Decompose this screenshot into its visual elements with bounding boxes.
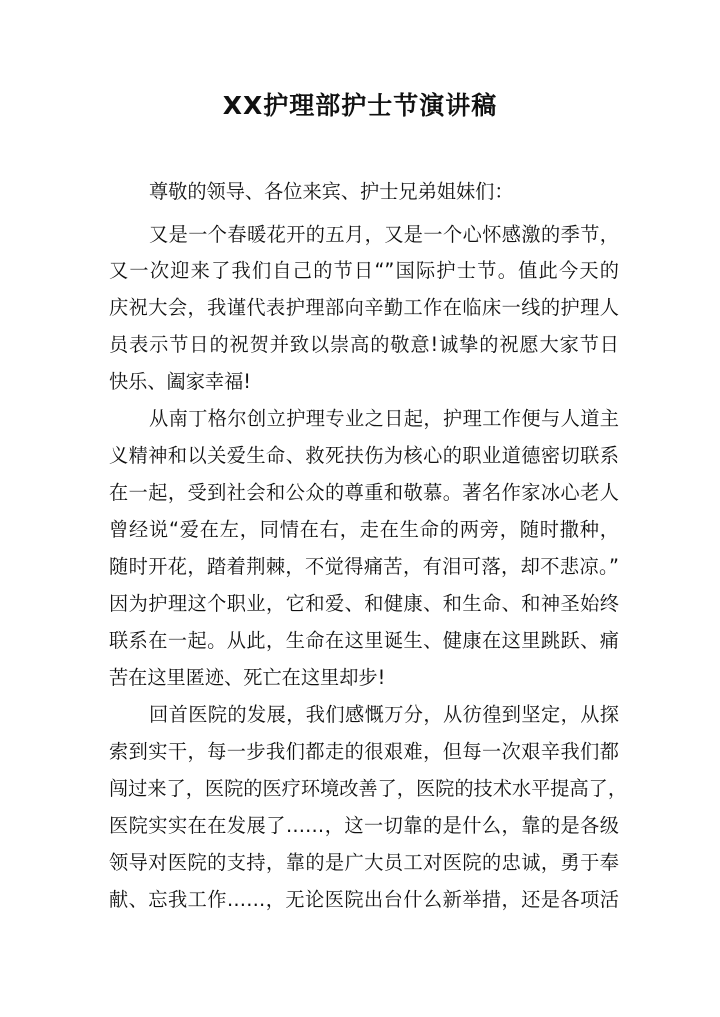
text-line: 因为护理这个职业，它和爱、和健康、和生命、和神圣始终 [109,592,619,615]
text-line: 联系在一起。从此，生命在这里诞生、健康在这里跳跃、痛 [109,629,619,652]
text-line: 快乐、阖家幸福! [109,370,252,393]
text-line: 又一次迎来了我们自己的节日“”国际护士节。值此今天的 [109,259,619,282]
text-line: 索到实干，每一步我们都走的很艰难，但每一次艰辛我们都 [109,740,619,763]
text-line: 曾经说“爱在左，同情在右，走在生命的两旁，随时撒种， [109,518,619,541]
text-line: 献、忘我工作……，无论医院出台什么新举措，还是各项活 [109,888,619,911]
text-line: 闯过来了，医院的医疗环境改善了，医院的技术水平提高了， [109,777,628,800]
greeting-line: 尊敬的领导、各位来宾、护士兄弟姐妹们： [149,180,514,203]
text-line: 苦在这里匿迹、死亡在这里却步! [109,666,386,689]
text-line: 领导对医院的支持，靠的是广大员工对医院的忠诚，勇于奉 [109,851,619,874]
document-title: XX护理部护士节演讲稿 [222,91,498,120]
text-line: 庆祝大会，我谨代表护理部向辛勤工作在临床一线的护理人 [109,296,619,319]
text-line: 回首医院的发展，我们感慨万分，从彷徨到坚定，从探 [149,703,619,726]
text-line: 从南丁格尔创立护理专业之日起，护理工作便与人道主 [149,407,619,430]
text-line: 随时开花，踏着荆棘，不觉得痛苦，有泪可落，却不悲凉。” [109,555,619,578]
text-line: 又是一个春暖花开的五月，又是一个心怀感激的季节， [149,223,619,246]
text-line: 医院实实在在发展了……，这一切靠的是什么，靠的是各级 [109,814,619,837]
text-line: 义精神和以关爱生命、救死扶伤为核心的职业道德密切联系 [109,444,619,467]
text-line: 员表示节日的祝贺并致以崇高的敬意!诚挚的祝愿大家节日 [109,333,619,356]
text-line: 在一起，受到社会和公众的尊重和敬慕。著名作家冰心老人 [109,481,619,504]
